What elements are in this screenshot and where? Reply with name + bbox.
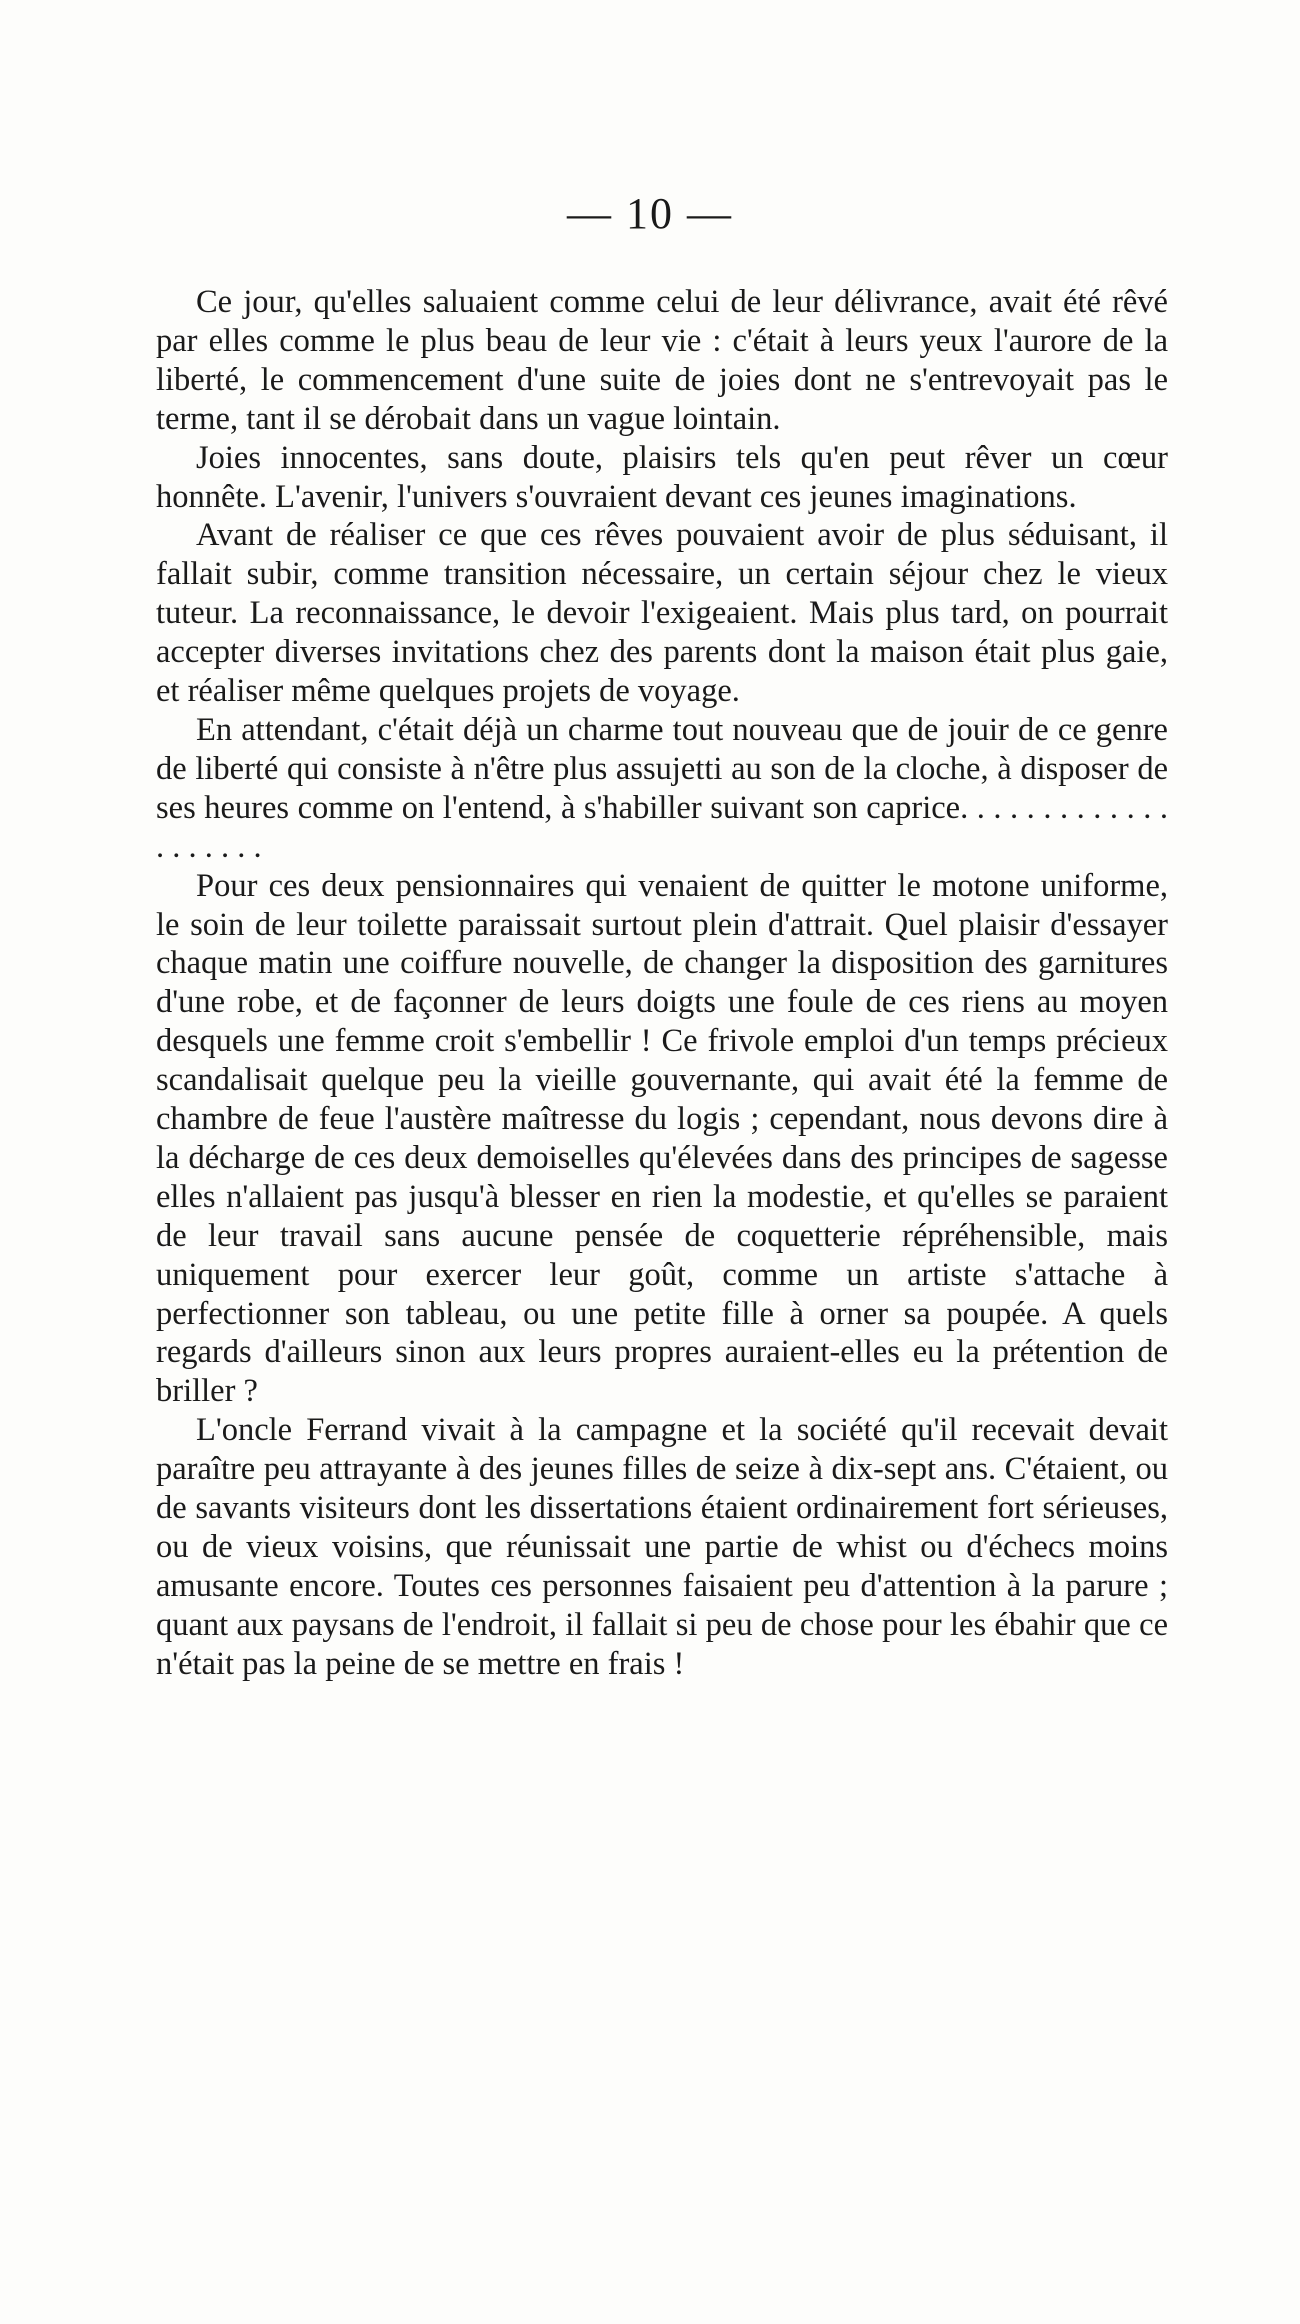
paragraph-2: Joies innocentes, sans doute, plaisirs tels qu'en peut rêver un cœur honnête. L'avenir, l'univers s'ouvraient devant ces jeunes imaginations.: [156, 439, 1168, 515]
paragraph-1: Ce jour, qu'elles saluaient comme celui de leur délivrance, avait été rêvé par elles comme le plus beau de leur vie : c'était à leurs yeux l'aurore de la liberté, le commencement d'une suite de joies dont ne s'entrevoyait pas le terme, tant il se dérobait dans un vague lointain.: [156, 284, 1168, 437]
paragraph-4: En attendant, c'était déjà un charme tout nouveau que de jouir de ce genre de liberté qui consiste à n'être plus assujetti au son de la cloche, à disposer de ses heures comme on l'entend, à s'habiller suivant son caprice. . . . . . . . . . . . . . . . . . . .: [156, 711, 1168, 865]
paragraph-3: Avant de réaliser ce que ces rêves pouvaient avoir de plus séduisant, il fallait subir, comme transition nécessaire, un certain séjour chez le vieux tuteur. La reconnaissance, le devoir l'exigeaient. Mais plus tard, on pourrait accepter diverses invitations chez des parents dont la maison était plus gaie, et réaliser même quelques projets de voyage.: [156, 517, 1168, 710]
paragraph-5: Pour ces deux pensionnaires qui venaient de quitter le motone uniforme, le soin de leur toilette paraissait surtout plein d'attrait. Quel plaisir d'essayer chaque matin une coiffure nouvelle, de changer la disposition des garnitures d'une robe, et de façonner de leurs doigts une foule de ces riens au moyen desquels une femme croit s'embellir ! Ce frivole emploi d'un temps précieux scandalisait quelque peu la vieille gouvernante, qui avait été la femme de chambre de feue l'austère maîtresse du logis ; cependant, nous devons dire à la décharge de ces deux demoiselles qu'élevées dans des principes de sagesse elles n'allaient pas jusqu'à blesser en rien la modestie, et qu'elles se paraient de leur travail sans aucune pensée de coquetterie répréhensible, mais uniquement pour exercer leur goût, comme un artiste s'attache à perfectionner son tableau, ou une petite fille à orner sa poupée. A quels regards d'ailleurs sinon aux leurs propres auraient-elles eu la prétention de briller ?: [156, 867, 1168, 1410]
page-number: — 10 —: [567, 189, 733, 238]
body-text: [156, 283, 1168, 1684]
paragraph-6: L'oncle Ferrand vivait à la campagne et la société qu'il recevait devait paraître peu attrayante à des jeunes filles de seize à dix-sept ans. C'étaient, ou de savants visiteurs dont les dissertations étaient ordinairement fort sérieuses, ou de vieux voisins, que réunissait une partie de whist ou d'échecs moins amusante encore. Toutes ces personnes faisaient peu d'attention à la parure ; quant aux paysans de l'endroit, il fallait si peu de chose pour les ébahir que ce n'était pas la peine de se mettre en frais !: [156, 1412, 1168, 1682]
